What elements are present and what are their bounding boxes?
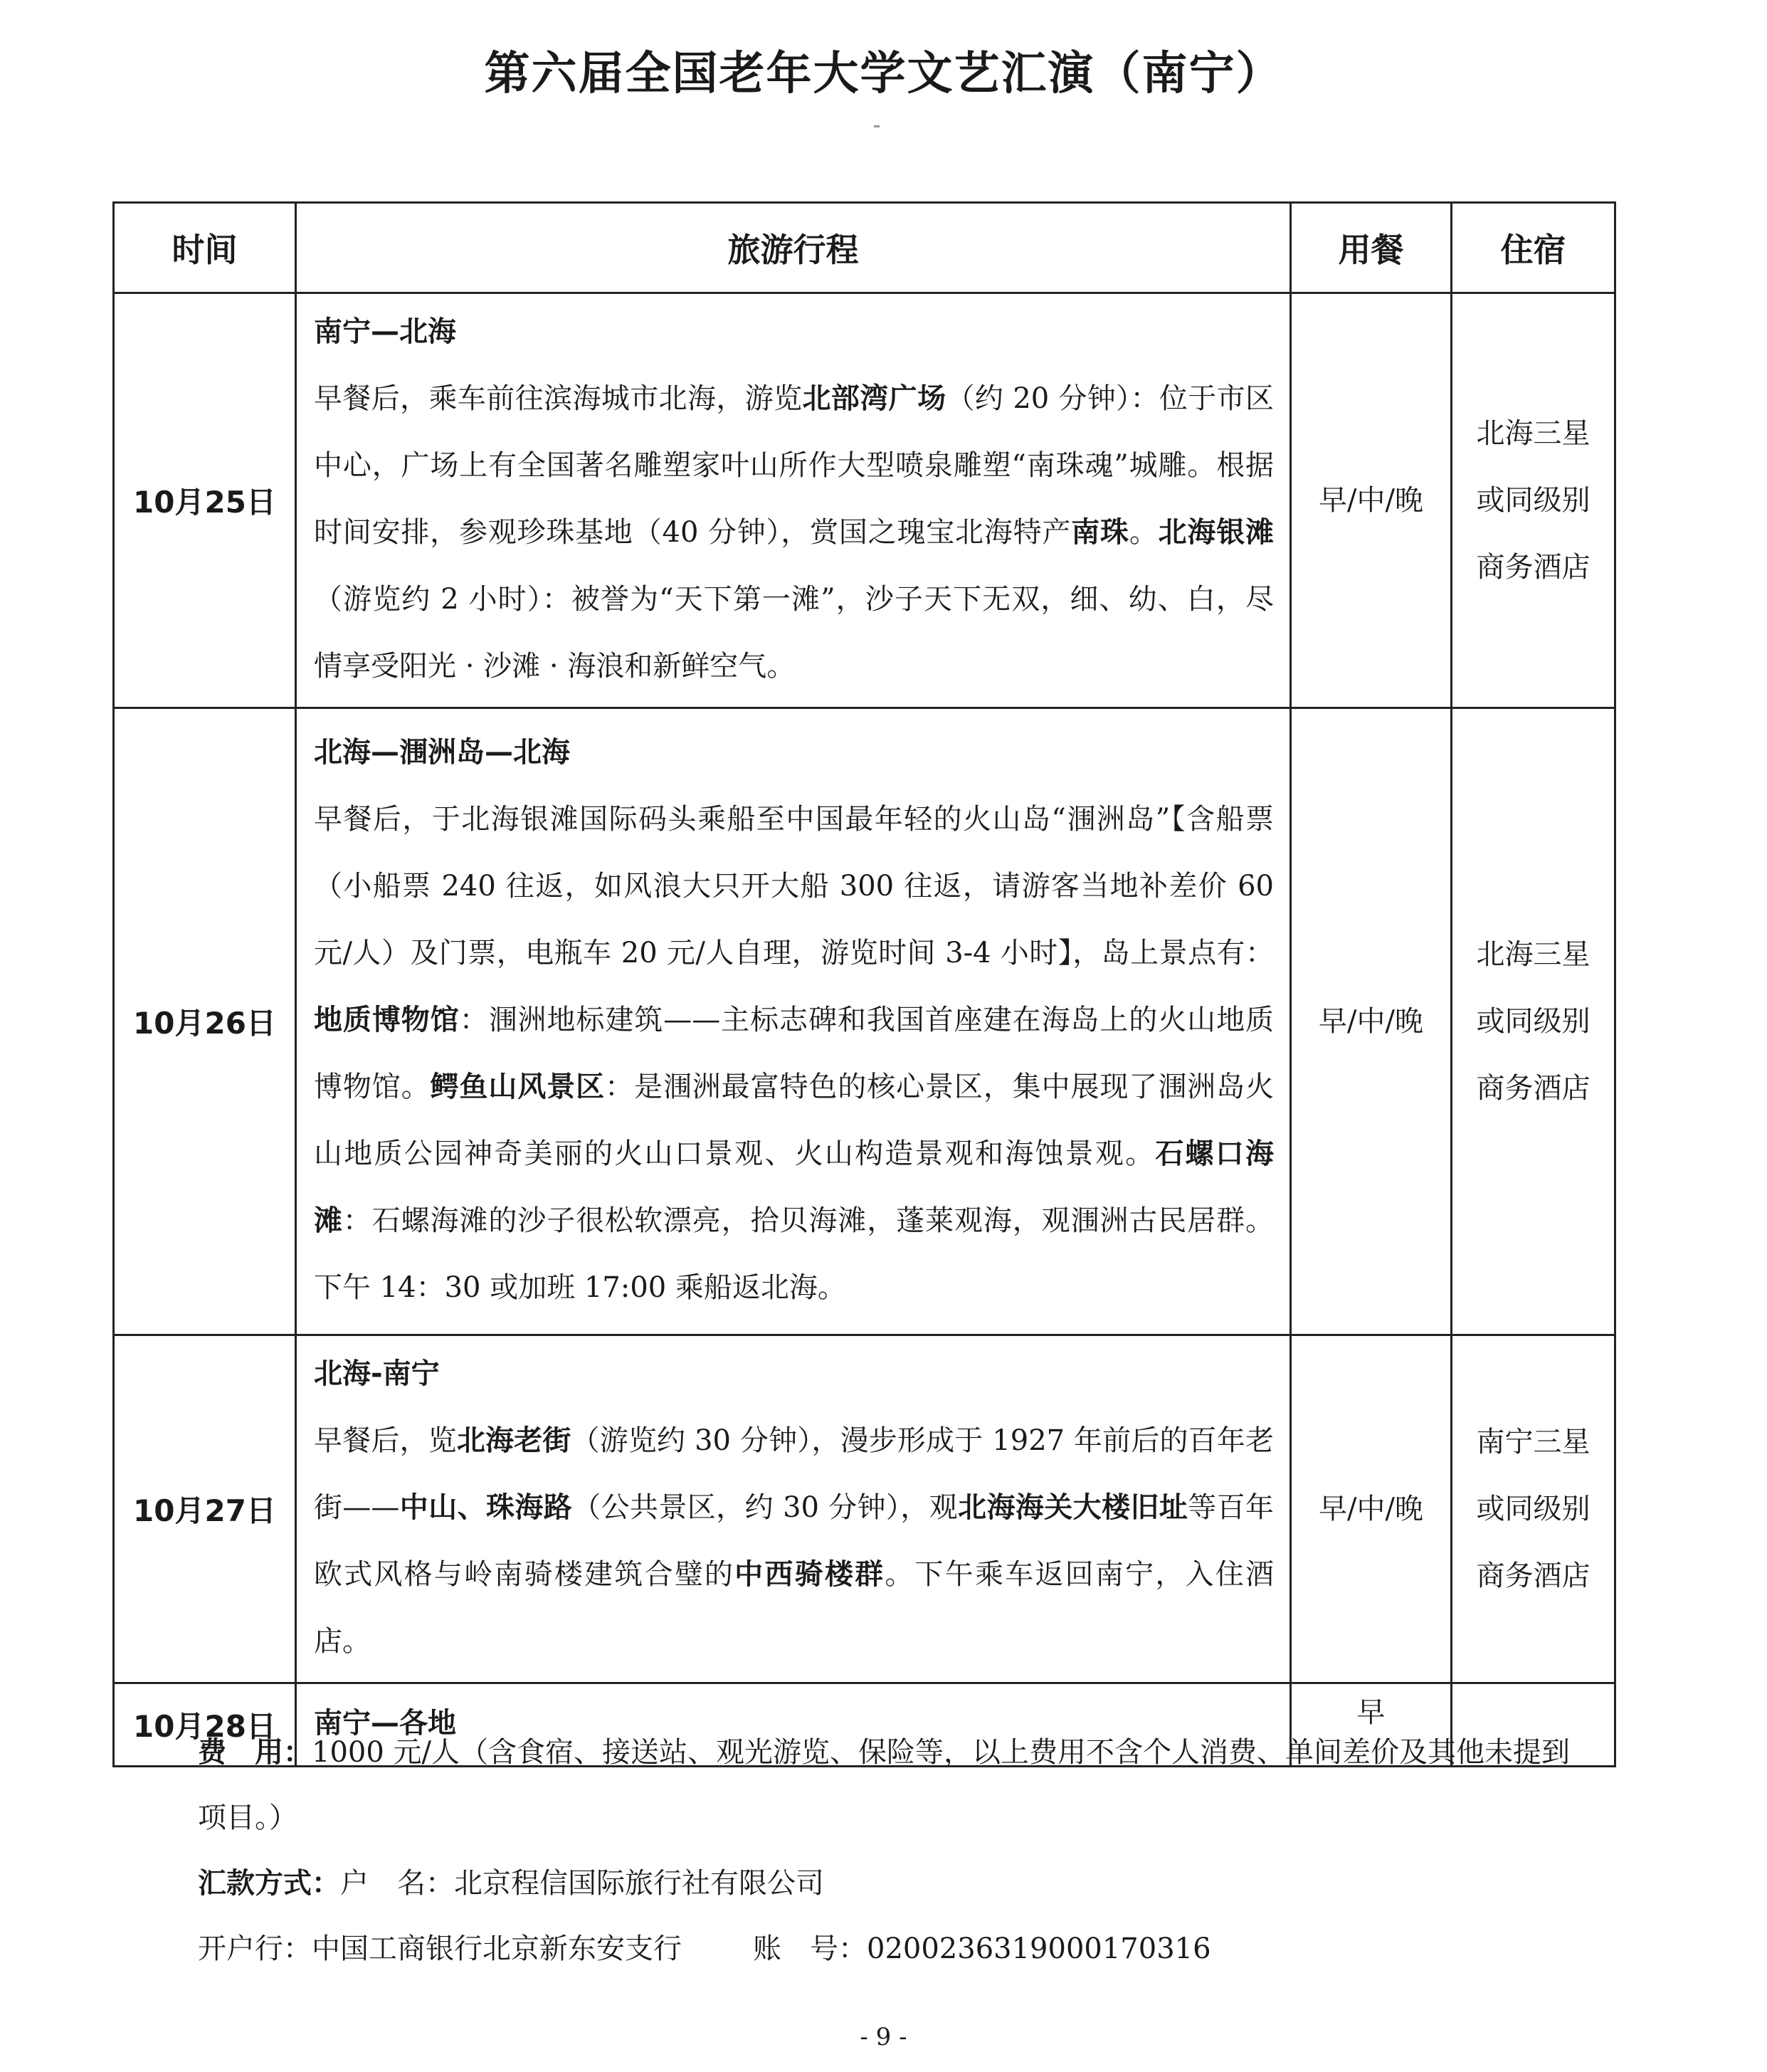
highlight-place: 中西骑楼群 xyxy=(734,1558,885,1591)
description-text: ：石螺海滩的沙子很松软漂亮，拾贝海滩，蓬莱观海，观涠洲古民居群。下午 14：30 或加班 17:00 乘船返北海。 xyxy=(314,1204,1274,1304)
description-text: （游览约 2 小时）：被誉为“天下第一滩”，沙子天下无双，细、幼、白，尽情享受阳光 · 沙滩 · 海浪和新鲜空气。 xyxy=(314,583,1274,683)
highlight-place: 北部湾广场 xyxy=(802,382,946,415)
route-title: 北海—涠洲岛—北海 xyxy=(314,736,570,769)
account-no-label: 账 号： xyxy=(753,1932,867,1965)
row-lodging xyxy=(1452,708,1615,1335)
row-date: 10月25日 xyxy=(114,293,296,708)
description-text: 早餐后，览 xyxy=(314,1424,457,1457)
row-date: 10月26日 xyxy=(114,708,296,1335)
header-itinerary: 旅游行程 xyxy=(296,203,1291,293)
lodging-line: 北海三星 xyxy=(1476,938,1591,971)
page-number: - 9 - xyxy=(860,2023,907,2051)
description-text: （游览约 30 分钟），漫步形成于 1927 年前后的百年老街—— xyxy=(314,1424,1275,1524)
document-title: 第六届全国老年大学文艺汇演（南宁） xyxy=(484,48,1283,100)
remit-label: 汇款方式： xyxy=(198,1867,340,1900)
row-itinerary xyxy=(296,708,1291,1335)
bank-line xyxy=(198,1916,1593,1982)
row-meals: 早/中/晚 xyxy=(1291,708,1452,1335)
lodging-line: 或同级别 xyxy=(1476,1493,1591,1525)
row-lodging xyxy=(1452,293,1615,708)
remittance-line xyxy=(198,1851,1593,1916)
lodging-line: 商务酒店 xyxy=(1476,551,1591,584)
account-name: 北京程信国际旅行社有限公司 xyxy=(454,1867,824,1900)
row-date: 10月27日 xyxy=(114,1335,296,1683)
bank-label: 开户行： xyxy=(198,1932,312,1965)
description-text: ：是涠洲最富特色的核心景区，集中展现了涠洲岛火山地质公园神奇美丽的火山口景观、火山构造景观和海蚀景观。 xyxy=(314,1071,1274,1170)
fee-section xyxy=(198,1720,1593,1851)
table-header-row xyxy=(114,203,1615,293)
description-text: （公共景区，约 30 分钟），观 xyxy=(572,1491,959,1524)
description-text: （约 20 分钟）：位于市区中心，广场上有全国著名雕塑家叶山所作大型喷泉雕塑“南珠魂”城雕。根据时间安排，参观珍珠基地（40 分钟），赏国之瑰宝北海特产 xyxy=(314,382,1275,549)
route-title: 南宁—各地 xyxy=(314,1707,456,1740)
row-meals: 早/中/晚 xyxy=(1291,1335,1452,1683)
row-date: 10月28日 xyxy=(114,1683,296,1767)
itinerary-table xyxy=(112,201,1616,1767)
highlight-place: 石螺口海滩 xyxy=(314,1137,1275,1237)
account-no: 0200236319000170316 xyxy=(867,1932,1211,1965)
fee-text: 1000 元/人（含食宿、接送站、观光游览、保险等，以上费用不含个人消费、单间差价及其他未提到项目。） xyxy=(198,1736,1570,1834)
route-title: 南宁—北海 xyxy=(314,315,456,348)
row-itinerary xyxy=(296,293,1291,708)
header-lodging: 住宿 xyxy=(1452,203,1615,293)
route-description xyxy=(314,786,1274,1321)
scan-speck xyxy=(874,125,880,127)
highlight-place: 鳄鱼山风景区 xyxy=(430,1071,606,1103)
description-text: 。 xyxy=(1129,516,1159,549)
row-lodging xyxy=(1452,1335,1615,1683)
route-title: 北海-南宁 xyxy=(314,1357,440,1390)
account-name-label: 户 名： xyxy=(340,1867,454,1900)
highlight-place: 北海老街 xyxy=(456,1424,571,1457)
route-description xyxy=(314,1407,1274,1675)
row-itinerary xyxy=(296,1335,1291,1683)
description-text: 早餐后，乘车前往滨海城市北海，游览 xyxy=(314,382,803,415)
table-row xyxy=(114,1335,1615,1683)
highlight-place: 中山、珠海路 xyxy=(399,1491,573,1524)
lodging-line: 或同级别 xyxy=(1476,1005,1591,1038)
lodging-line: 商务酒店 xyxy=(1476,1560,1591,1592)
table-row xyxy=(114,708,1615,1335)
header-time: 时间 xyxy=(114,203,296,293)
fee-label: 费 用： xyxy=(198,1736,312,1769)
route-description xyxy=(314,365,1274,700)
highlight-place: 北海银滩 xyxy=(1158,516,1275,549)
highlight-place: 北海海关大楼旧址 xyxy=(958,1491,1188,1524)
row-meals: 早/中/晚 xyxy=(1291,293,1452,708)
highlight-place: 南珠 xyxy=(1071,516,1129,549)
lodging-line: 北海三星 xyxy=(1476,417,1591,450)
description-text: 早餐后，于北海银滩国际码头乘船至中国最年轻的火山岛“涠洲岛”【含船票（小船票 240 往返，如风浪大只开大船 300 往返，请游客当地补差价 60 元/人）及门票，电瓶车 20 元/人自理，游览时间 3-4 小时】，岛上景点有： xyxy=(314,803,1274,969)
header-meals: 用餐 xyxy=(1291,203,1452,293)
lodging-line: 或同级别 xyxy=(1476,484,1591,517)
lodging-line: 商务酒店 xyxy=(1476,1072,1591,1105)
description-text: 。下午乘车返回南宁，入住酒店。 xyxy=(314,1558,1275,1658)
table-row xyxy=(114,293,1615,708)
lodging-line: 南宁三星 xyxy=(1476,1426,1591,1458)
description-text: ：涠洲地标建筑——主标志碑和我国首座建在海岛上的火山地质博物馆。 xyxy=(314,1004,1275,1103)
row-meals: 早 xyxy=(1291,1683,1452,1767)
description-text: 等百年欧式风格与岭南骑楼建筑合璧的 xyxy=(314,1491,1275,1591)
highlight-place: 地质博物馆 xyxy=(314,1004,460,1036)
bank-name: 中国工商银行北京新东安支行 xyxy=(312,1932,682,1965)
